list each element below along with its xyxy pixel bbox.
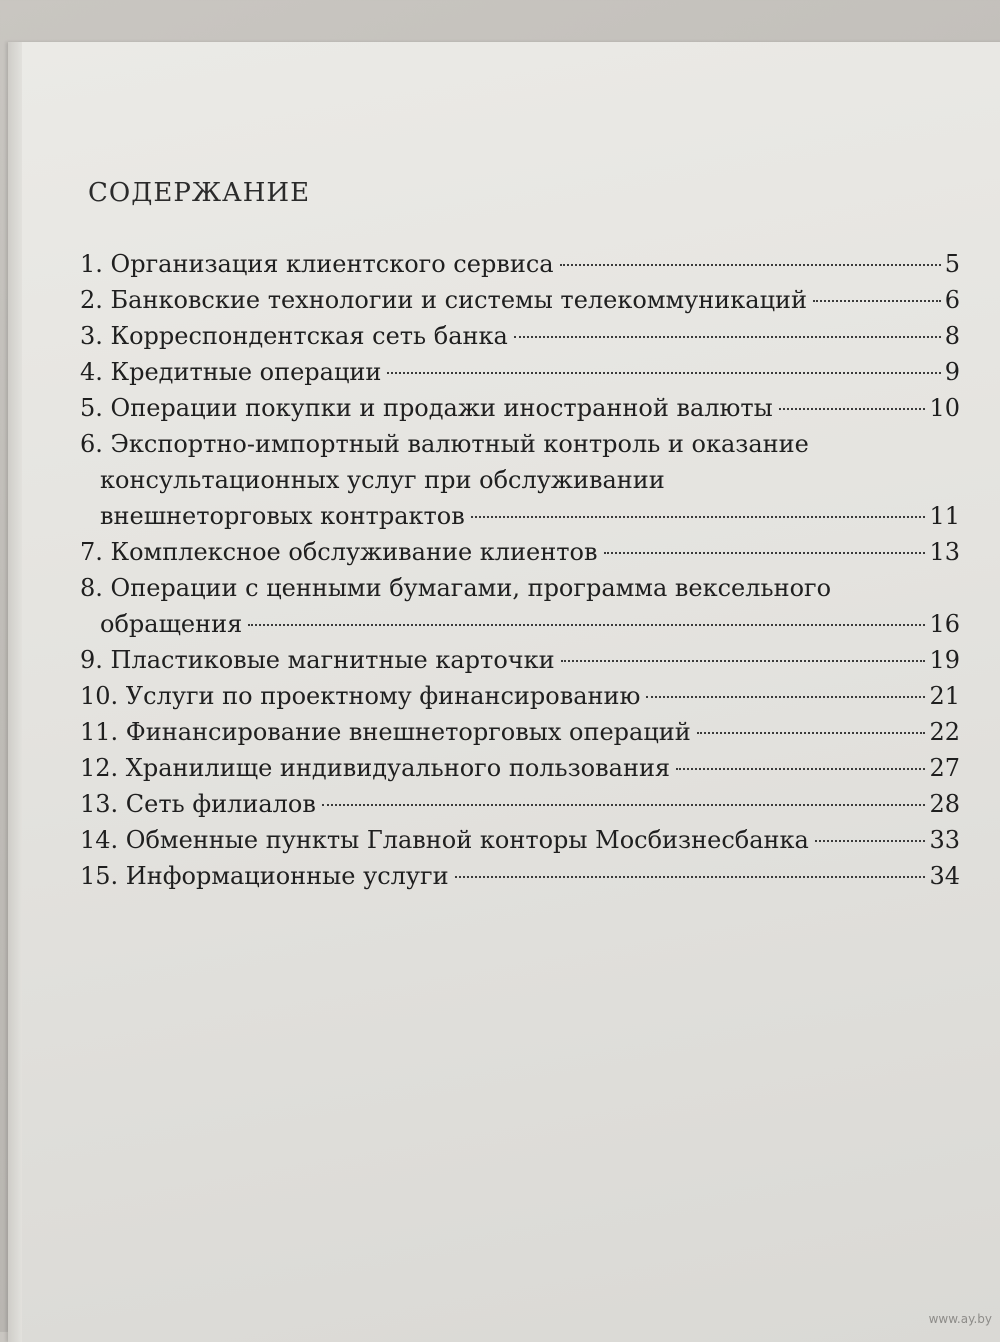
toc-entry-text: внешнеторговых контрактов: [100, 502, 465, 530]
toc-entry-text: консультационных услуг при обслуживании: [100, 466, 665, 494]
toc-page-number: 16: [929, 610, 960, 638]
dot-leader: [514, 336, 941, 338]
toc-page-number: 27: [929, 754, 960, 782]
watermark: www.ay.by: [928, 1312, 992, 1326]
toc-entry-text: 13. Сеть филиалов: [80, 790, 316, 818]
dot-leader: [779, 408, 926, 410]
toc-page-number: 34: [929, 862, 960, 890]
toc-page-number: 11: [929, 502, 960, 530]
toc-entry: [80, 678, 960, 714]
table-of-contents: [80, 246, 960, 894]
toc-page-number: 10: [929, 394, 960, 422]
toc-page-number: 22: [929, 718, 960, 746]
toc-entry: [80, 786, 960, 822]
toc-entry: [80, 570, 960, 642]
dot-leader: [813, 300, 941, 302]
toc-entry: [80, 534, 960, 570]
toc-entry: [80, 246, 960, 282]
dot-leader: [646, 696, 925, 698]
toc-entry-text: 14. Обменные пункты Главной конторы Мосбизнесбанка: [80, 826, 809, 854]
dot-leader: [322, 804, 926, 806]
dot-leader: [248, 624, 925, 626]
dot-leader: [455, 876, 926, 878]
toc-entry: [80, 822, 960, 858]
dot-leader: [815, 840, 926, 842]
toc-entry: [80, 714, 960, 750]
toc-entry-text: 11. Финансирование внешнеторговых операций: [80, 718, 691, 746]
toc-entry: [80, 750, 960, 786]
toc-entry-text: 4. Кредитные операции: [80, 358, 382, 386]
toc-title: СОДЕРЖАНИЕ: [88, 178, 311, 208]
toc-entry: [80, 282, 960, 318]
toc-entry: [80, 354, 960, 390]
toc-page-number: 28: [929, 790, 960, 818]
dot-leader: [604, 552, 926, 554]
toc-entry: [80, 858, 960, 894]
toc-page-number: 8: [944, 322, 960, 350]
toc-entry-text: 1. Организация клиентского сервиса: [80, 250, 554, 278]
dot-leader: [697, 732, 926, 734]
toc-entry-text: 5. Операции покупки и продажи иностранной валюты: [80, 394, 773, 422]
toc-entry-text: 8. Операции с ценными бумагами, программа вексельного: [80, 574, 832, 602]
toc-entry-text: обращения: [100, 610, 243, 638]
toc-page-number: 13: [929, 538, 960, 566]
toc-page-number: 19: [929, 646, 960, 674]
toc-entry-text: 2. Банковские технологии и системы телекоммуникаций: [80, 286, 807, 314]
dot-leader: [560, 264, 941, 266]
toc-entry-text: 3. Корреспондентская сеть банка: [80, 322, 508, 350]
toc-entry: [80, 390, 960, 426]
toc-entry: [80, 642, 960, 678]
toc-page-number: 5: [944, 250, 960, 278]
toc-entry-text: 7. Комплексное обслуживание клиентов: [80, 538, 598, 566]
toc-entry: [80, 318, 960, 354]
toc-page-number: 33: [929, 826, 960, 854]
toc-entry-text: 10. Услуги по проектному финансированию: [80, 682, 641, 710]
toc-entry-text: 9. Пластиковые магнитные карточки: [80, 646, 555, 674]
dot-leader: [471, 516, 926, 518]
dot-leader: [561, 660, 926, 662]
toc-page-number: 6: [944, 286, 960, 314]
toc-page-number: 21: [929, 682, 960, 710]
toc-entry-text: 15. Информационные услуги: [80, 862, 449, 890]
toc-entry: [80, 426, 960, 534]
toc-entry-text: 12. Хранилище индивидуального пользования: [80, 754, 671, 782]
page-edge: [8, 42, 22, 1342]
toc-page-number: 9: [944, 358, 960, 386]
dot-leader: [676, 768, 925, 770]
dot-leader: [387, 372, 940, 374]
toc-entry-text: 6. Экспортно-импортный валютный контроль и оказание: [80, 430, 809, 458]
